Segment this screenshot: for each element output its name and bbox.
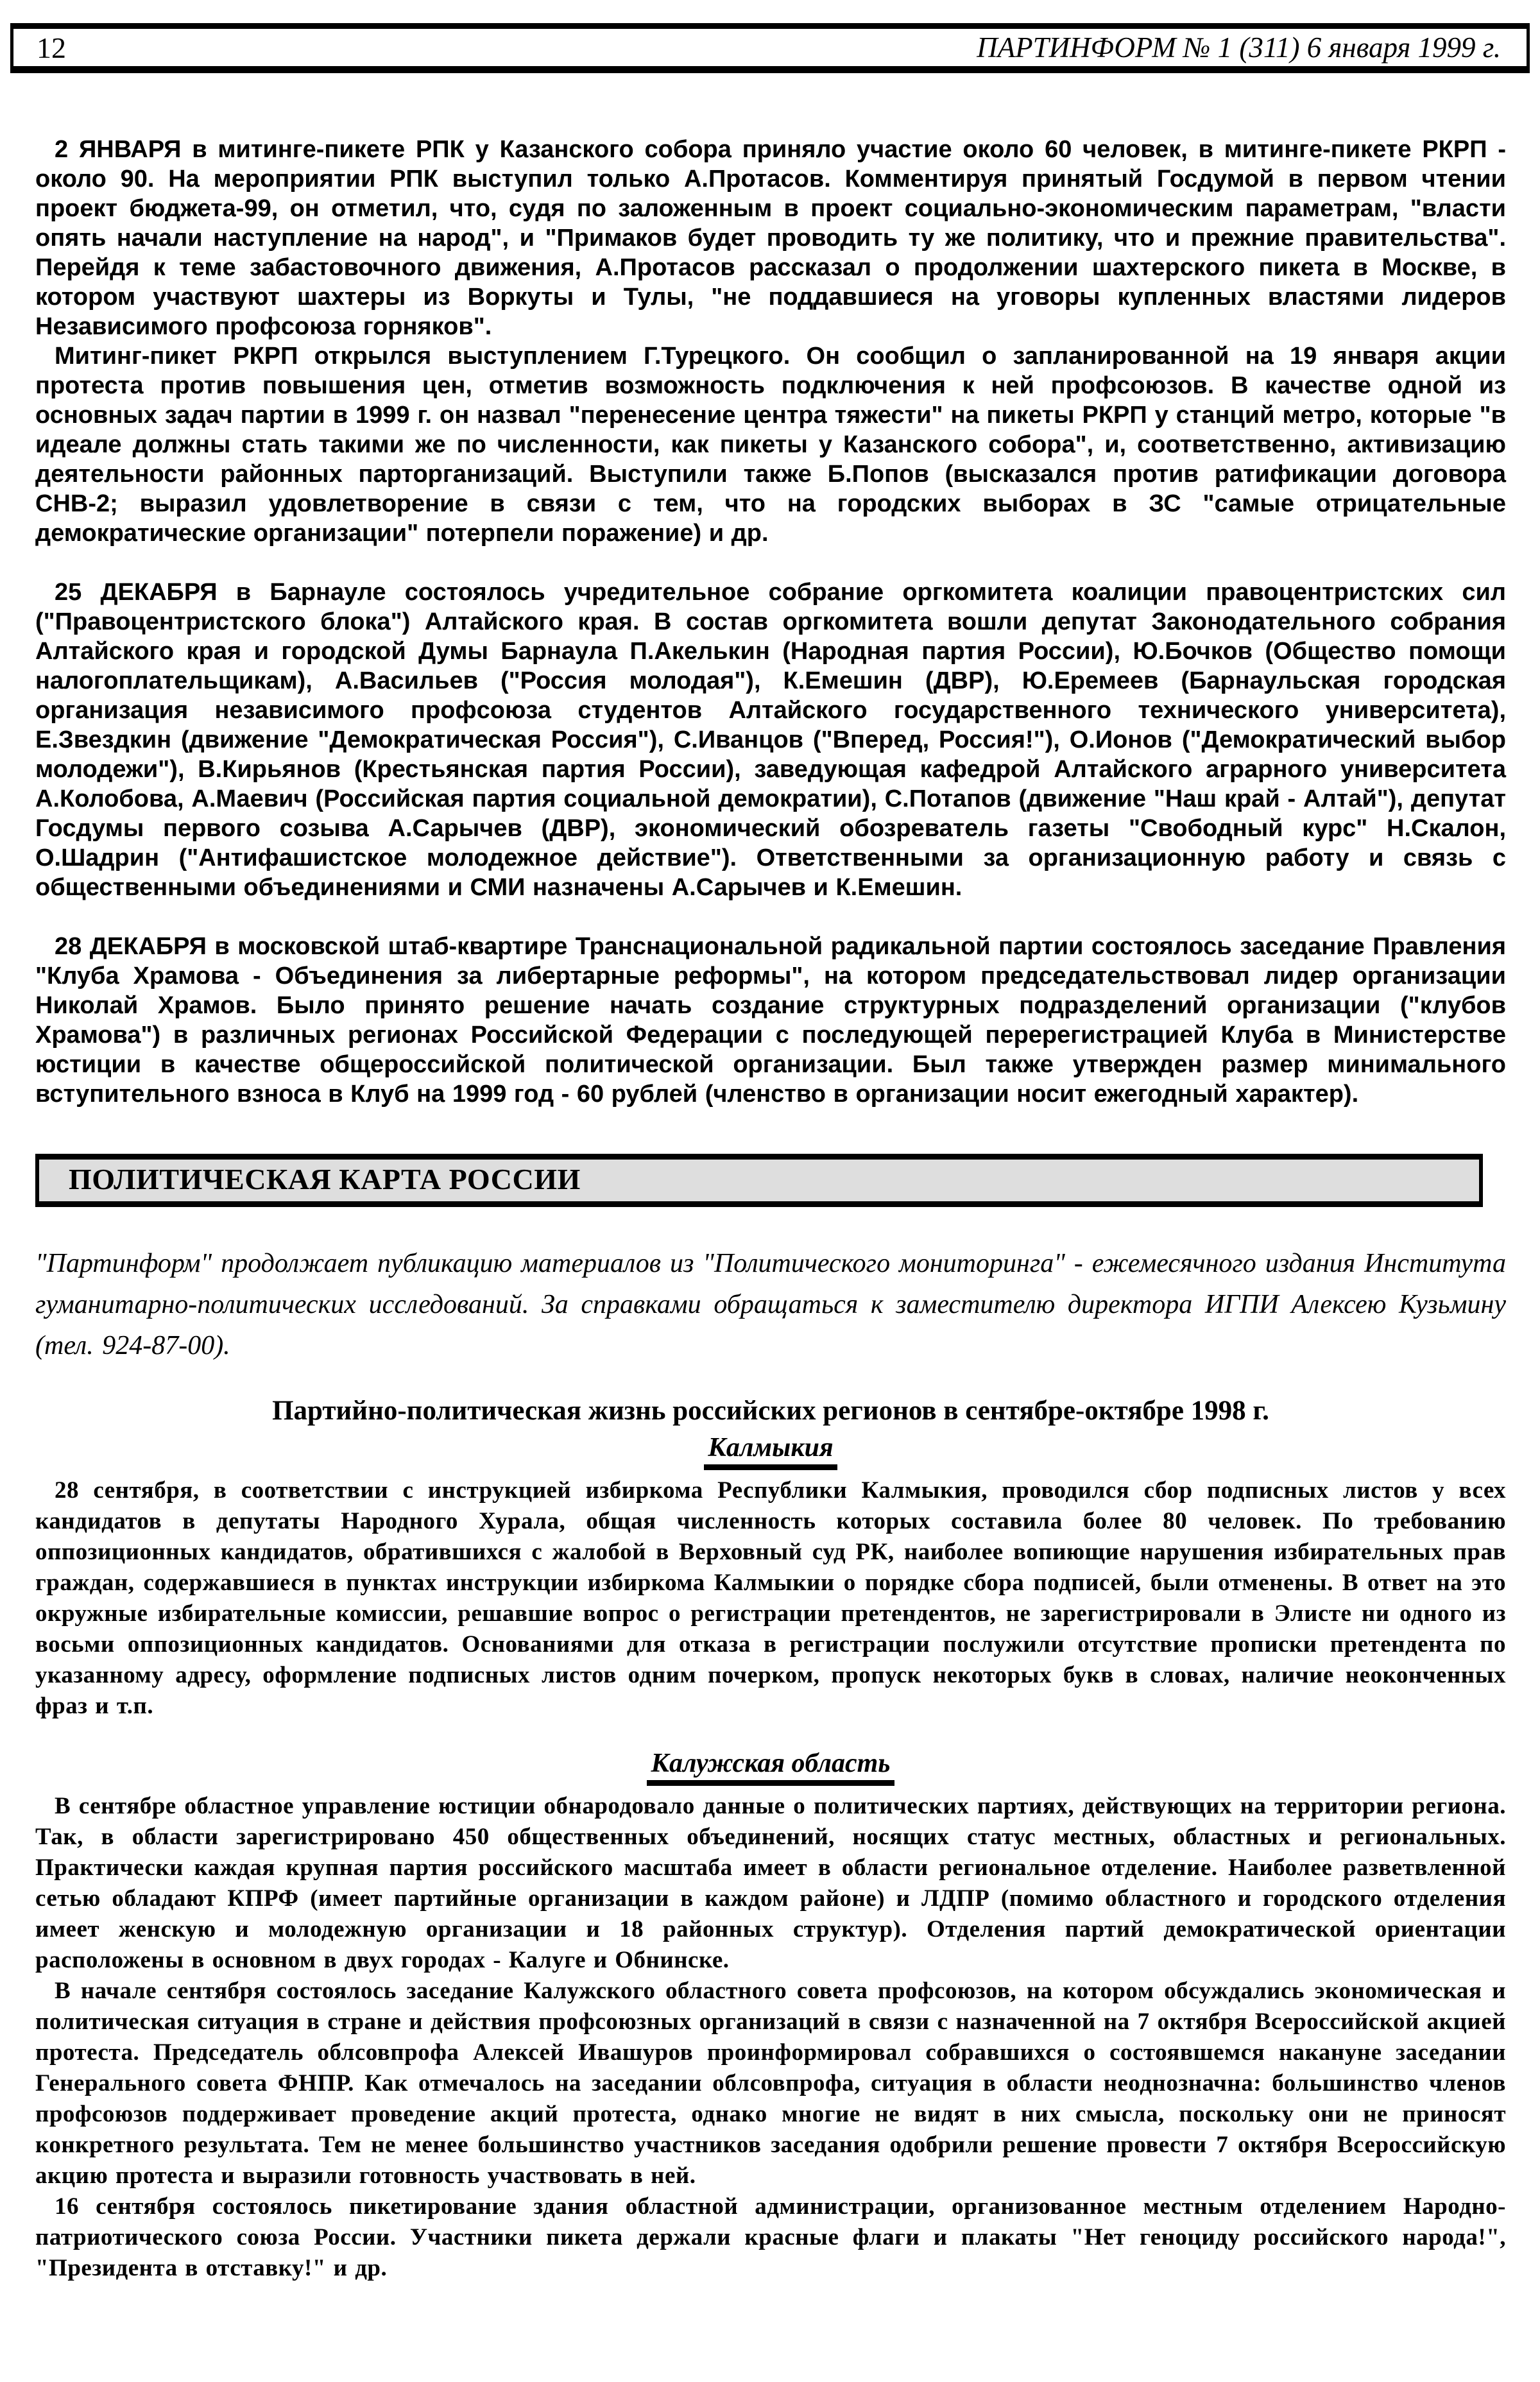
region-paragraph: 16 сентября состоялось пикетирование здания областной администрации, организованное местным отделением Народно-патриотического союза России. Участники пикета держали красные флаги и плакаты "Нет геноциду российского народа!", "Президента в отставку!" и др. — [35, 2193, 1506, 2281]
region-name-kaluga: Калужская область — [647, 1747, 894, 1786]
news-paragraph-dec28: 28 ДЕКАБРЯ в московской штаб-квартире Транснациональной радикальной партии состоялось заседание Правления "Клуба Храмова - Объединения за либертарные реформы", на котором председательствовал лидер организации Николай Храмов. Было принято решение начать создание структурных подразделений организации ("клубов Храмова") в различных регионах Российской Федерации с последующей перерегистрацией Клуба в Министерстве юстиции в качестве общероссийской политической организации. Был также утвержден размер минимального вступительного взноса в Клуб на 1999 год - 60 рублей (членство в организации носит ежегодный характер). — [35, 933, 1506, 1108]
news-section — [35, 135, 1506, 1109]
region-paragraph: В сентябре областное управление юстиции обнародовало данные о политических партиях, действующих на территории региона. Так, в области зарегистрировано 450 общественных объединений, носящих статус местных, областных и региональных. Практически каждая крупная партия российского масштаба имеет в области региональное отделение. Наиболее разветвленной сетью обладают КПРФ (имеет партийные организации в каждом районе) и ЛДПР (помимо областного и городского отделения имеет женскую и молодежную организации и 18 районных структур). Отделения партий демократической ориентации расположены в основном в двух городах - Калуге и Обнинске. — [35, 1793, 1506, 1973]
region-heading-kalmykia — [35, 1432, 1506, 1470]
regions-title: Партийно-политическая жизнь российских регионов в сентябре-октябре 1998 г. — [272, 1396, 1269, 1426]
section-banner-title: ПОЛИТИЧЕСКАЯ КАРТА РОССИИ — [69, 1163, 581, 1195]
page-number: 12 — [37, 31, 66, 64]
region-heading-kaluga — [35, 1747, 1506, 1786]
issue-title: ПАРТИНФОРМ № 1 (311) 6 января 1999 г. — [977, 31, 1501, 64]
section-banner — [35, 1154, 1483, 1207]
region-name-kalmykia: Калмыкия — [704, 1432, 837, 1470]
news-paragraph-jan2: 2 ЯНВАРЯ в митинге-пикете РПК у Казанского собора приняло участие около 60 человек, в митинге-пикете РКРП - около 90. На мероприятии РПК выступил только А.Протасов. Комментируя принятый Госдумой в первом чтении проект бюджета-99, он отметил, что, судя по заложенным в проект социально-экономическим параметрам, "власти опять начали наступление на народ", и "Примаков будет проводить ту же политику, что и прежние правительства". Перейдя к теме забастовочного движения, А.Протасов рассказал о продолжении шахтерского пикета в Москве, в котором участвуют шахтеры из Воркуты и Тулы, "не поддавшиеся на уговоры купленных властями лидеров Независимого профсоюза горняков". — [35, 136, 1506, 340]
page-header — [10, 23, 1530, 73]
region-paragraph: 28 сентября, в соответствии с инструкцией избиркома Республики Калмыкия, проводился сбор подписных листов у всех кандидатов в депутаты Народного Хурала, общая численность которых составила более 80 человек. По требованию оппозиционных кандидатов, обратившихся с жалобой в Верховный суд РК, наиболее вопиющие нарушения избирательных прав граждан, содержавшиеся в пунктах инструкции избиркома Калмыкии о порядке сбора подписей, были отменены. В ответ на это окружные избирательные комиссии, решавшие вопрос о регистрации претендентов, не зарегистрировали в Элисте ни одного из восьми оппозиционных кандидатов. Основаниями для отказа в регистрации послужили отсутствие прописки претендента по указанному адресу, оформление подписных листов одним почерком, пропуск некоторых букв в словах, наличие неоконченных фраз и т.п. — [35, 1477, 1506, 1719]
news-paragraph-rkrp: Митинг-пикет РКРП открылся выступлением Г.Турецкого. Он сообщил о запланированной на 19 января акции протеста против повышения цен, отметив возможность подключения к ней профсоюзов. В качестве одной из основных задач партии в 1999 г. он назвал "перенесение центра тяжести" на пикеты РКРП у станций метро, которые "в идеале должны стать такими же по численности, как пикеты у Казанского собора", и, соответственно, активизацию деятельности районных парторганизаций. Выступили также Б.Попов (высказался против ратификации договора СНВ-2; выразил удовлетворение в связи с тем, что на городских выборах в ЗС "самые отрицательные демократические организации" потерпели поражение) и др. — [35, 343, 1506, 547]
news-paragraph-dec25: 25 ДЕКАБРЯ в Барнауле состоялось учредительное собрание оргкомитета коалиции правоцентристских сил ("Правоцентристского блока") Алтайского края. В состав оргкомитета вошли депутат Законодательного собрания Алтайского края и городской Думы Барнаула П.Акелькин (Народная партия России), Ю.Бочков (Общество помощи налогоплательщикам), А.Васильев ("Россия молодая"), К.Емешин (ДВР), Ю.Еремеев (Барнаульская городская организация независимого профсоюза студентов Алтайского государственного технического университета), Е.Звездкин (движение "Демократическая Россия"), С.Иванцов ("Вперед, Россия!"), О.Ионов ("Демократический выбор молодежи"), В.Кирьянов (Крестьянская партия России), заведующая кафедрой Алтайского аграрного университета А.Колобова, А.Маевич (Российская партия социальной демократии), С.Потапов (движение "Наш край - Алтай"), депутат Госдумы первого созыва А.Сарычев (ДВР), экономический обозреватель газеты "Свободный курс" Н.Скалон, О.Шадрин ("Антифашистское молодежное действие"). Ответственными за организационную работу и связь с общественными объединениями и СМИ назначены А.Сарычев и К.Емешин. — [35, 579, 1506, 901]
section-intro: "Партинформ" продолжает публикацию материалов из "Политического мониторинга" - ежемесячного издания Института гуманитарно-политических исследований. За справками обращаться к заместителю директора ИГПИ Алексею Кузьмину (тел. 924-87-00). — [35, 1249, 1506, 1360]
region-paragraph: В начале сентября состоялось заседание Калужского областного совета профсоюзов, на котором обсуждались экономическая и политическая ситуация в стране и действия профсоюзных организаций в связи с назначенной на 7 октября Всероссийской акцией протеста. Председатель облсовпрофа Алексей Ивашуров проинформировал собравшихся о состоявшемся накануне заседании Генерального совета ФНПР. Как отмечалось на заседании облсовпрофа, ситуация в области неоднозначна: большинство членов профсоюзов поддерживает проведение акций протеста, однако многие не видят в них смысла, поскольку они не приносят конкретного результата. Тем не менее большинство участников заседания одобрили решение провести 7 октября Всероссийскую акцию протеста и выразили готовность участвовать в ней. — [35, 1978, 1506, 2189]
content-column — [35, 135, 1506, 2284]
